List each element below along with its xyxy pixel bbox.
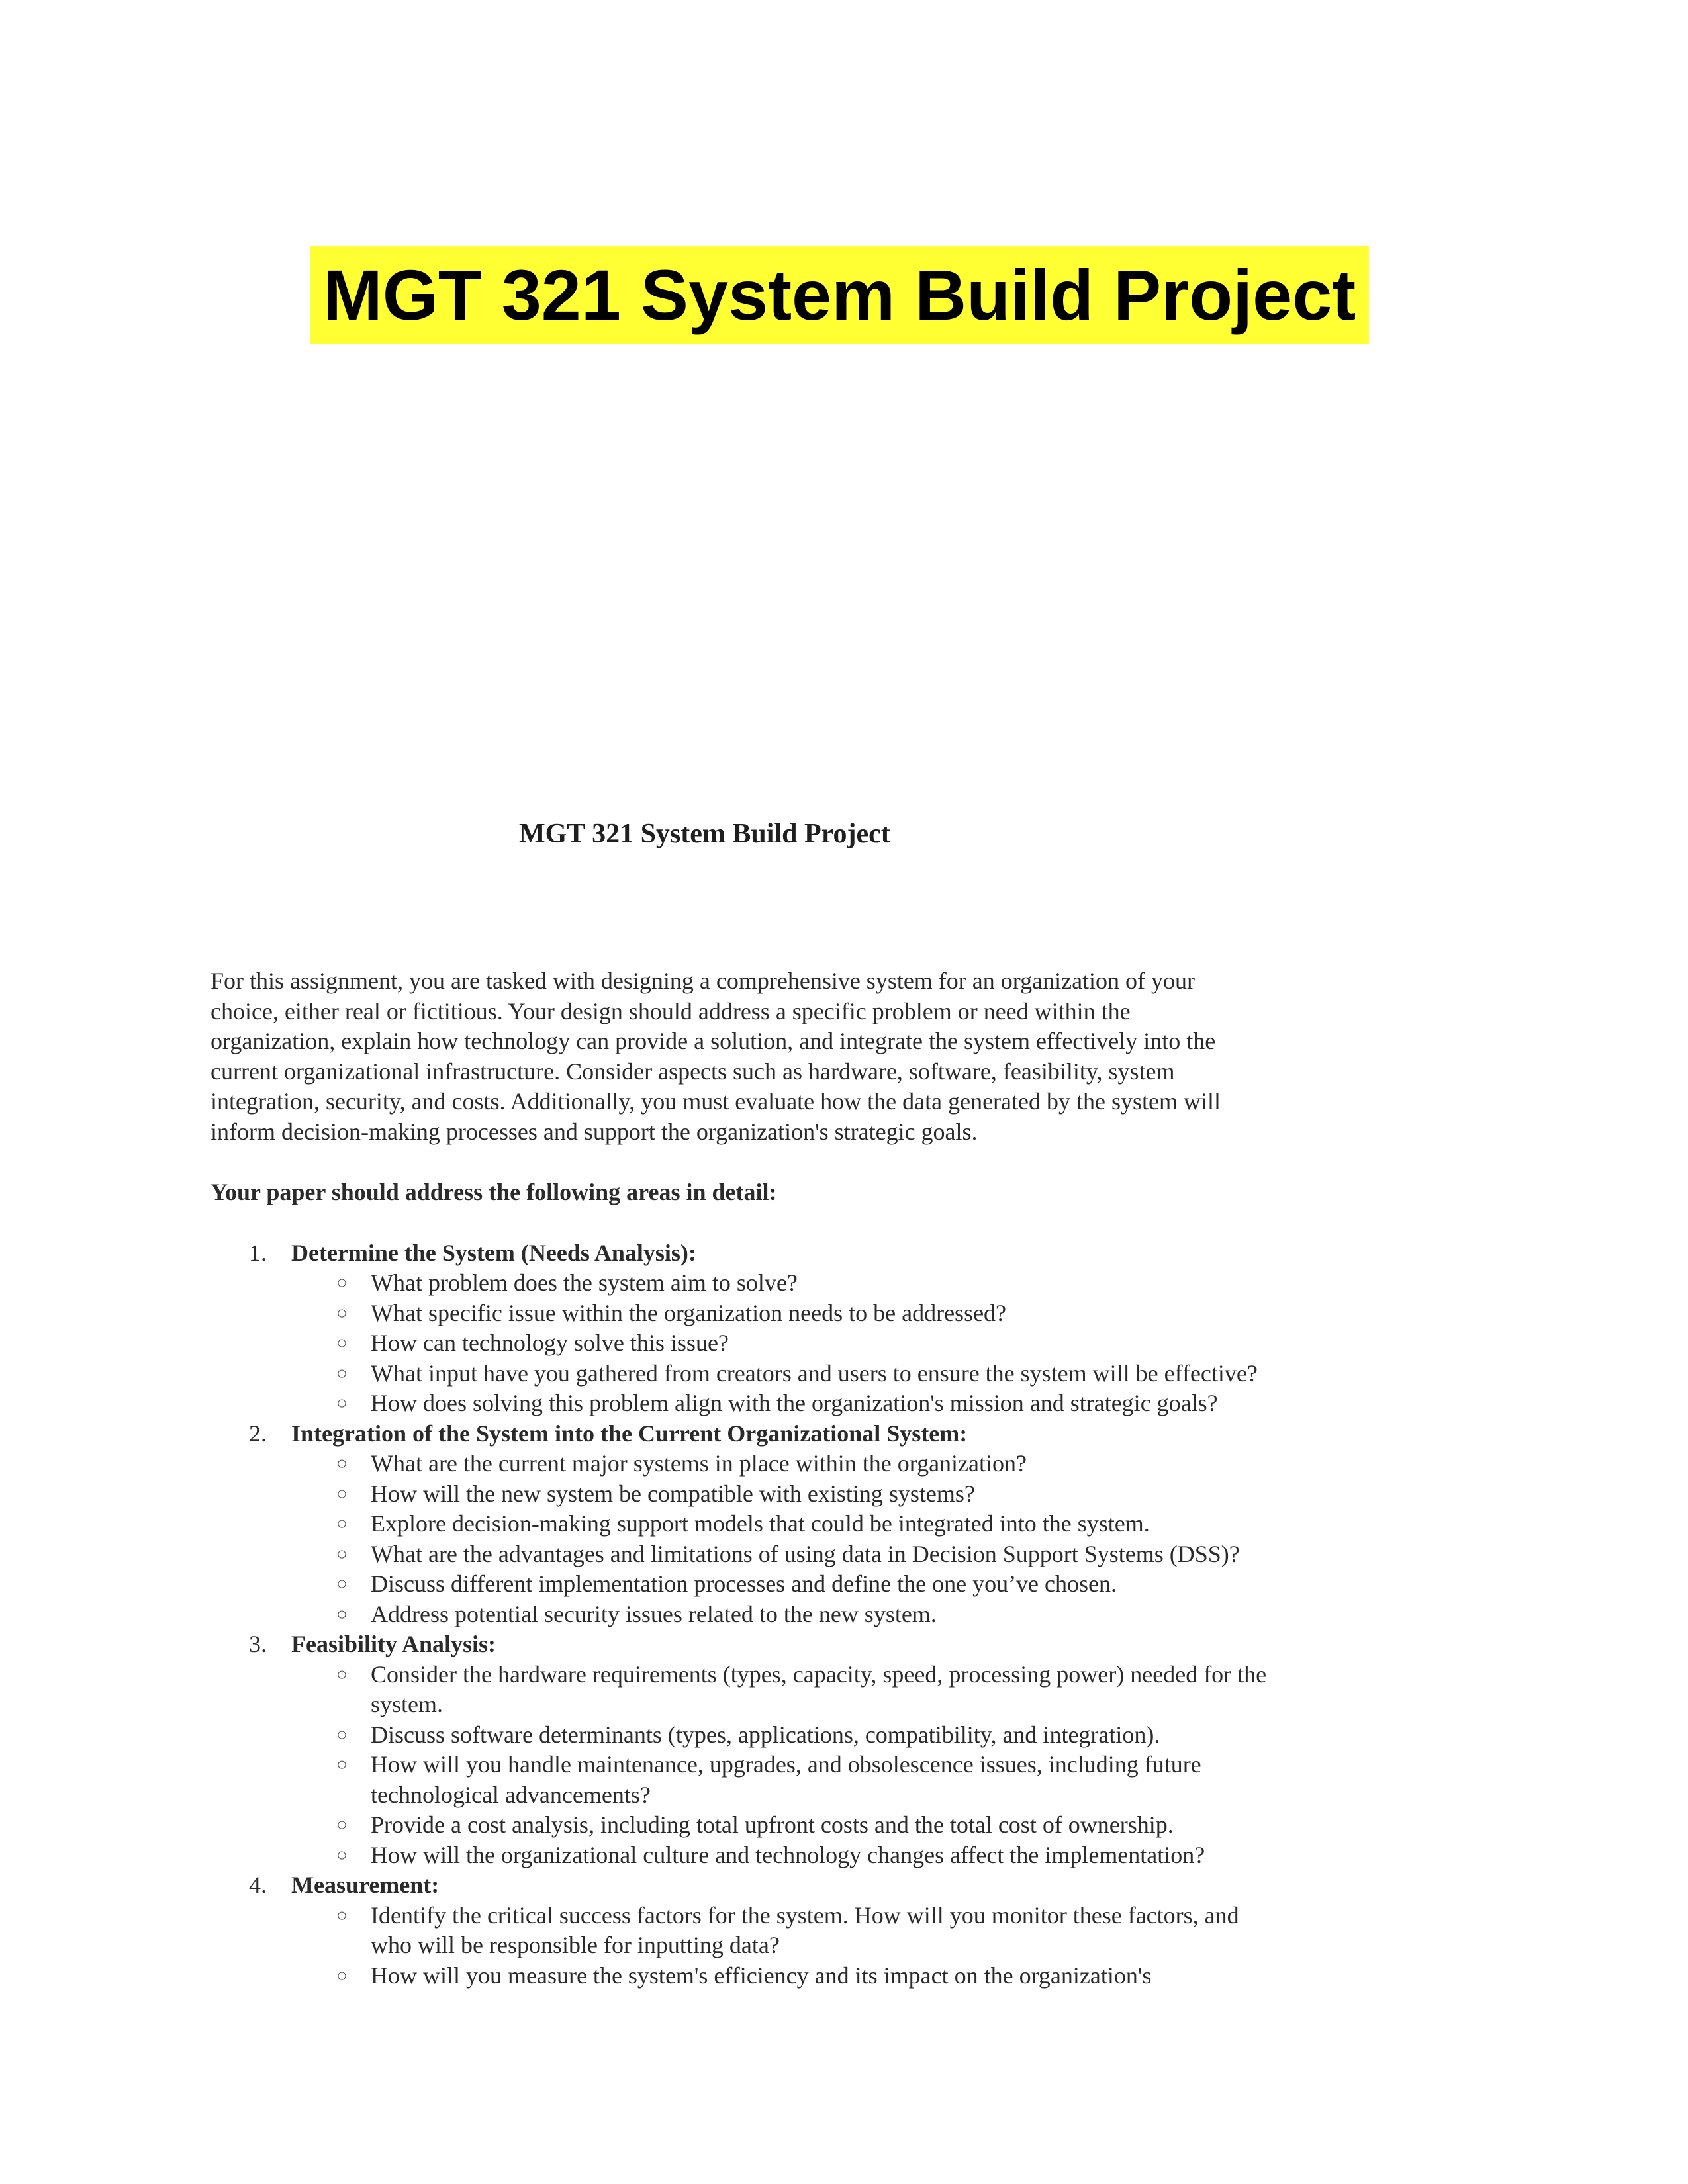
question-text: Explore decision-making support models that could be integrated into the system. [371, 1510, 1150, 1537]
section-number: 1. [249, 1239, 267, 1266]
section-title: Integration of the System into the Current Organizational System: [291, 1420, 968, 1447]
section-number: 4. [249, 1872, 267, 1898]
circle-bullet-icon: ○ [336, 1724, 348, 1745]
section-number: 2. [249, 1420, 267, 1447]
section-needs-analysis [211, 1238, 1283, 1419]
question-text: Address potential security issues related to the new system. [371, 1600, 937, 1627]
circle-bullet-icon: ○ [336, 1333, 348, 1353]
section-title: Determine the System (Needs Analysis): [291, 1239, 696, 1266]
list-item [291, 1509, 1271, 1539]
list-item [291, 1268, 1271, 1298]
circle-bullet-icon: ○ [336, 1302, 348, 1324]
list-item [291, 1359, 1271, 1389]
question-text: Consider the hardware requirements (types, capacity, speed, processing power) needed for the system. [371, 1661, 1267, 1717]
intro-paragraph: For this assignment, you are tasked with designing a comprehensive system for an organization of your choice, either real or fictitious. Your design should address a specific problem or need within the organization, explain how technology can provide a solution, and integrate the system effectively into the current organizational infrastructure. Consider aspects such as hardware, software, feasibility, system integration, security, and costs. Additionally, you must evaluate how the data generated by the system will inform decision-making processes and support the organization's strategic goals. [211, 968, 1221, 1145]
question-text: What problem does the system aim to solve? [371, 1269, 798, 1296]
section-title: Measurement: [291, 1872, 440, 1898]
list-item [291, 1449, 1271, 1479]
section-title: Feasibility Analysis: [291, 1631, 496, 1657]
document-body [211, 814, 1283, 1991]
question-text: How does solving this problem align with the organization's mission and strategic goals? [371, 1390, 1218, 1416]
circle-bullet-icon: ○ [336, 1393, 348, 1414]
list-item [291, 1750, 1271, 1810]
list-item [291, 1569, 1271, 1600]
circle-bullet-icon: ○ [336, 1363, 348, 1384]
question-list [291, 1449, 1283, 1629]
section-integration [211, 1419, 1283, 1630]
list-item [291, 1961, 1271, 1991]
section-number: 3. [249, 1631, 267, 1657]
question-text: Discuss software determinants (types, applications, compatibility, and integration). [371, 1721, 1160, 1748]
document-title: MGT 321 System Build Project [519, 819, 890, 849]
circle-bullet-icon: ○ [336, 1754, 348, 1775]
question-text: What are the current major systems in place within the organization? [371, 1450, 1027, 1477]
section-feasibility [211, 1629, 1283, 1870]
circle-bullet-icon: ○ [336, 1483, 348, 1504]
question-text: What are the advantages and limitations of using data in Decision Support Systems (DSS)? [371, 1540, 1240, 1567]
question-text: How will you handle maintenance, upgrades, and obsolescence issues, including future technological advancements? [371, 1751, 1201, 1808]
question-list [291, 1660, 1283, 1871]
list-item [291, 1720, 1271, 1751]
question-list [291, 1901, 1283, 1991]
circle-bullet-icon: ○ [336, 1844, 348, 1866]
circle-bullet-icon: ○ [336, 1514, 348, 1534]
list-item [291, 1539, 1271, 1570]
question-text: Provide a cost analysis, including total upfront costs and the total cost of ownership. [371, 1811, 1174, 1838]
circle-bullet-icon: ○ [336, 1453, 348, 1474]
question-text: How will the new system be compatible with existing systems? [371, 1480, 975, 1507]
circle-bullet-icon: ○ [336, 1543, 348, 1565]
list-item [291, 1810, 1271, 1841]
circle-bullet-icon: ○ [336, 1273, 348, 1293]
circle-bullet-icon: ○ [336, 1574, 348, 1594]
instructions-heading: Your paper should address the following areas in detail: [211, 1179, 777, 1205]
circle-bullet-icon: ○ [336, 1815, 348, 1835]
list-item [291, 1660, 1271, 1720]
banner-title: MGT 321 System Build Project [322, 255, 1356, 335]
list-item [291, 1901, 1271, 1961]
question-text: Discuss different implementation processes and define the one you’ve chosen. [371, 1570, 1117, 1597]
circle-bullet-icon: ○ [336, 1905, 348, 1926]
circle-bullet-icon: ○ [336, 1664, 348, 1685]
question-text: How will the organizational culture and technology changes affect the implementation? [371, 1841, 1205, 1868]
circle-bullet-icon: ○ [336, 1965, 348, 1986]
list-item [291, 1841, 1271, 1871]
circle-bullet-icon: ○ [336, 1604, 348, 1625]
question-text: Identify the critical success factors for the system. How will you monitor these factors, and who will be responsible for inputting data? [371, 1901, 1239, 1958]
question-list [291, 1268, 1283, 1419]
question-text: How can technology solve this issue? [371, 1330, 729, 1356]
question-text: What specific issue within the organization needs to be addressed? [371, 1299, 1007, 1326]
question-text: What input have you gathered from creators and users to ensure the system will be effective? [371, 1359, 1258, 1387]
list-item [291, 1388, 1271, 1419]
section-measurement [211, 1870, 1283, 1991]
list-item [291, 1328, 1271, 1359]
list-item [291, 1298, 1271, 1329]
title-banner [310, 246, 1369, 344]
section-list [211, 1238, 1283, 1991]
question-text: How will you measure the system's efficiency and its impact on the organization's [371, 1962, 1152, 1989]
list-item [291, 1600, 1271, 1630]
list-item [291, 1479, 1271, 1510]
